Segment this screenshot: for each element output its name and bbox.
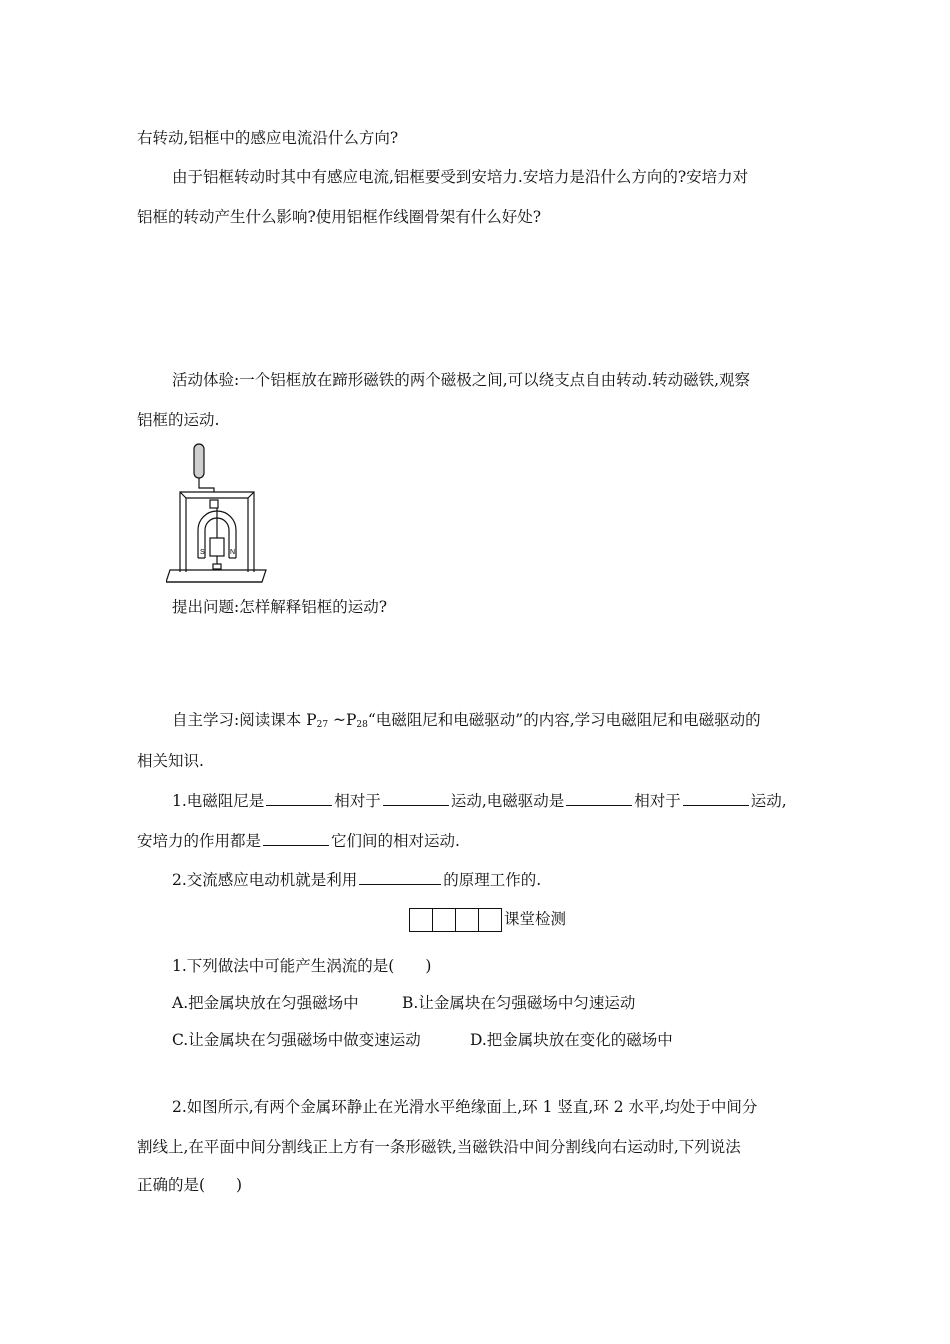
fill-2-text-2: 的原理工作的.: [443, 871, 542, 889]
fill-1-text-6: 安培力的作用都是: [137, 832, 262, 850]
self-study-line-1: [172, 710, 761, 735]
self-study-suffix: “电磁阻尼和电磁驱动”的内容,学习电磁阻尼和电磁驱动的: [367, 711, 761, 729]
q1-stem: 1.下列做法中可能产生涡流的是( ): [172, 957, 432, 975]
paragraph-1: 右转动,铝框中的感应电流沿什么方向?: [137, 129, 399, 147]
blank-5[interactable]: [263, 830, 329, 846]
activity-line-2: 铝框的运动.: [137, 411, 220, 429]
fill-1-text-7: 它们间的相对运动.: [331, 832, 460, 850]
section-heading: [410, 907, 566, 932]
blank-1[interactable]: [266, 790, 332, 806]
q2-line-1: 2.如图所示,有两个金属环静止在光滑水平绝缘面上,环 1 竖直,环 2 水平,均处于中间分: [172, 1098, 758, 1116]
self-study-tilde: ~P: [328, 711, 357, 729]
section-title: 课堂检测: [504, 910, 567, 928]
activity-line-1: 活动体验:一个铝框放在蹄形磁铁的两个磁极之间,可以绕支点自由转动.转动磁铁,观察: [172, 371, 751, 389]
question-text: 提出问题:怎样解释铝框的运动?: [172, 598, 388, 616]
fill-2-line: [172, 869, 541, 890]
q2-line-3: 正确的是( ): [137, 1176, 243, 1194]
q1-option-d: D.把金属块放在变化的磁场中: [470, 1031, 673, 1049]
self-study-prefix: 自主学习:阅读课本 P: [172, 711, 317, 729]
fill-2-text-1: 2.交流感应电动机就是利用: [172, 871, 358, 889]
paragraph-2-line-1: 由于铝框转动时其中有感应电流,铝框要受到安培力.安培力是沿什么方向的?安培力对: [172, 168, 749, 186]
q2-line-2: 割线上,在平面中间分割线正上方有一条形磁铁,当磁铁沿中间分割线向右运动时,下列说法: [137, 1138, 741, 1156]
blank-2[interactable]: [383, 790, 449, 806]
fill-1-text-2: 相对于: [334, 792, 381, 810]
fill-1-text-1: 1.电磁阻尼是: [172, 792, 265, 810]
page-sub-1: 27: [316, 720, 329, 730]
blank-6[interactable]: [359, 869, 441, 885]
page-sub-2: 28: [356, 720, 368, 730]
blank-4[interactable]: [683, 790, 749, 806]
fill-1-text-5: 运动,: [750, 792, 787, 810]
fill-1-line-1: [172, 790, 787, 811]
blank-3[interactable]: [566, 790, 632, 806]
q1-option-b: B.让金属块在匀强磁场中匀速运动: [402, 994, 636, 1012]
heading-boxes-decoration: [410, 908, 502, 932]
q1-option-a: A.把金属块放在匀强磁场中: [172, 994, 359, 1012]
self-study-line-2: 相关知识.: [137, 752, 204, 770]
aluminum-frame-magnet-figure: [166, 442, 270, 592]
pole-s-label: S: [200, 549, 205, 556]
fill-1-text-3: 运动,电磁驱动是: [450, 792, 565, 810]
fill-1-line-2: [137, 830, 460, 851]
paragraph-2-line-2: 铝框的转动产生什么影响?使用铝框作线圈骨架有什么好处?: [137, 208, 542, 226]
fill-1-text-4: 相对于: [634, 792, 681, 810]
pole-n-label: N: [230, 549, 236, 556]
q1-option-c: C.让金属块在匀强磁场中做变速运动: [172, 1031, 421, 1049]
